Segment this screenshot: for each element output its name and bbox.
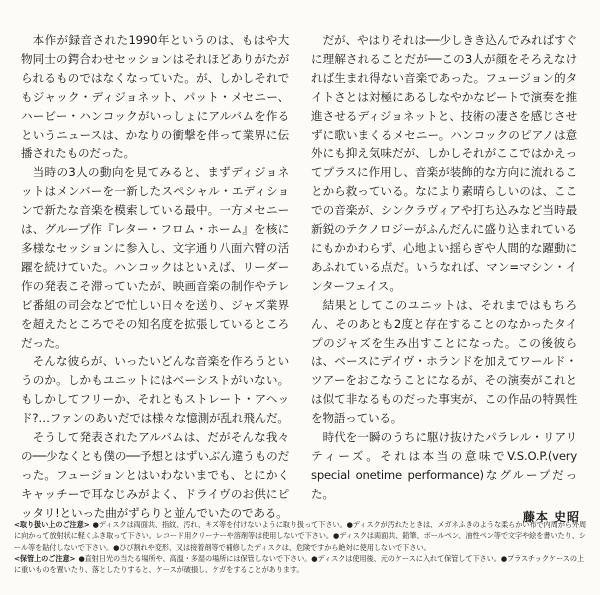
essay-paragraph: 本作が録音された1990年というのは、もはや大物同士の鍔合わせセッションはそれほどありがたがられるものではなくなっていた。が、しかしそれでもジャック・ディジョネット、パット・メセニー、ハービー・ハンコックがいっしょにアルバムを作るというニュースは、かなりの衝撃を伴って業界に伝播されたものだった。 <box>21 33 289 161</box>
handling-notes <box>14 519 588 553</box>
essay-right-column <box>311 31 577 504</box>
handling-heading: <取り扱い上のご注意> <box>14 520 90 529</box>
essay-paragraph: そんな彼らが、いったいどんな音楽を作ろうというのか。しかもユニットにはベーシストがいない。もしかしてフリーか、それともストレート・アヘッド?…ファンのあいだでは様々な憶測が乱れ飛んだ。 <box>21 354 289 426</box>
essay-paragraph: 当時の3人の動向を見てみると、まずディジョネットはメンバーを一新したスペシャル・エディションで新たな音楽を模索している最中。一方メセニーは、グループ作『レター・フロム・ホーム』を核に多様なセッションに参入し、文字通り八面六臂の活躍を続けていた。ハンコックはといえば、リーダー作の発表こそ滞っていたが、映画音楽の制作やテレビ番組の司会などで忙しい日々を送り、ジャズ業界を超えたところでその知名度を拡張しているところだった。 <box>21 165 289 350</box>
storage-notes <box>14 553 588 576</box>
essay-paragraph: だが、やはりそれは──少しきき込んでみればすぐに理解されることだが──この3人が顔をそろえなければ生まれ得ない音楽であった。フュージョン的タイトさとは対極にあるしなやかなビートで演奏を推進させるディジョネットと、技術の凄さを感じさせずに歌いまくるメセニー。ハンコックのピアノは意外にも抑え気味だが、しかしそれがここではかえってプラスに作用し、音楽が装飾的な方向に流れることから救っている。なにより素晴らしいのは、ここでの音楽が、シンクラヴィアや打ち込みなど当時最新鋭のテクノロジーがふんだんに盛り込まれているにもかかわらず、心地よい揺らぎや人間的な躍動にあふれている点だ。いうなれば、マン=マシン・インターフェイス。 <box>311 33 577 293</box>
essay-paragraph: そうして発表されたアルバムは、だがそんな我々の──少なくとも僕の──予想とはずいぶん違うものだった。フュージョンとはいわないまでも、とにかくキャッチーで耳なじみがよく、ドライヴのお供にピッタリ!といった曲がずらりと並んでいたのである。 <box>21 430 289 520</box>
essay-left-column <box>21 31 289 523</box>
author-credit: 藤本 史昭 <box>522 510 580 524</box>
storage-heading: <保管上のご注意> <box>14 553 76 563</box>
handling-text: ●ディスクは両面共、指紋、汚れ、キズ等を付けないように取り扱って下さい。●ディスクが汚れたときは、メガネふきのような柔らかい布で内周から外周に向かって放射状に軽くふき取って下さい。レコード用クリーナーや溶剤等は使用しないで下さい。●ディスクは両面共、鉛筆、ボールペン、油性ペン等で文字や絵を書いたり、シール等を貼付しないで下さい。●ひび割れや変形、又は接着剤等で補修したディスクは、危険ですから絶対に使用しないで下さい。 <box>14 520 587 552</box>
storage-text: ●直射日光の当たる場所や、高温・多湿の場所には保管しないで下さい。●ディスクは使用後、元のケースに入れて保管して下さい。●プラスチックケースの上に重いものを置いたり、落としたりすると、ケースが破損し、ケガをすることがあります。 <box>14 553 585 575</box>
essay-paragraph: 結果としてこのユニットは、それまではもちろん、そのあとも2度と存在することのなかったタイプのジャズを生み出すことになった。この後彼らは、ベースにデイヴ・ホランドを加えてワールド・ツアーをおこなうことになるが、その演奏がこれとは似て非なるものだった事実が、この作品の特異性を物語っている。 <box>311 297 577 426</box>
essay-paragraph: 時代を一瞬のうちに駆け抜けたパラレル・リアリティーズ。それは本当の意味でV.S.O.P.(very special onetime performance)なグループだった。 <box>311 430 577 501</box>
disc-care-notes <box>14 519 588 575</box>
